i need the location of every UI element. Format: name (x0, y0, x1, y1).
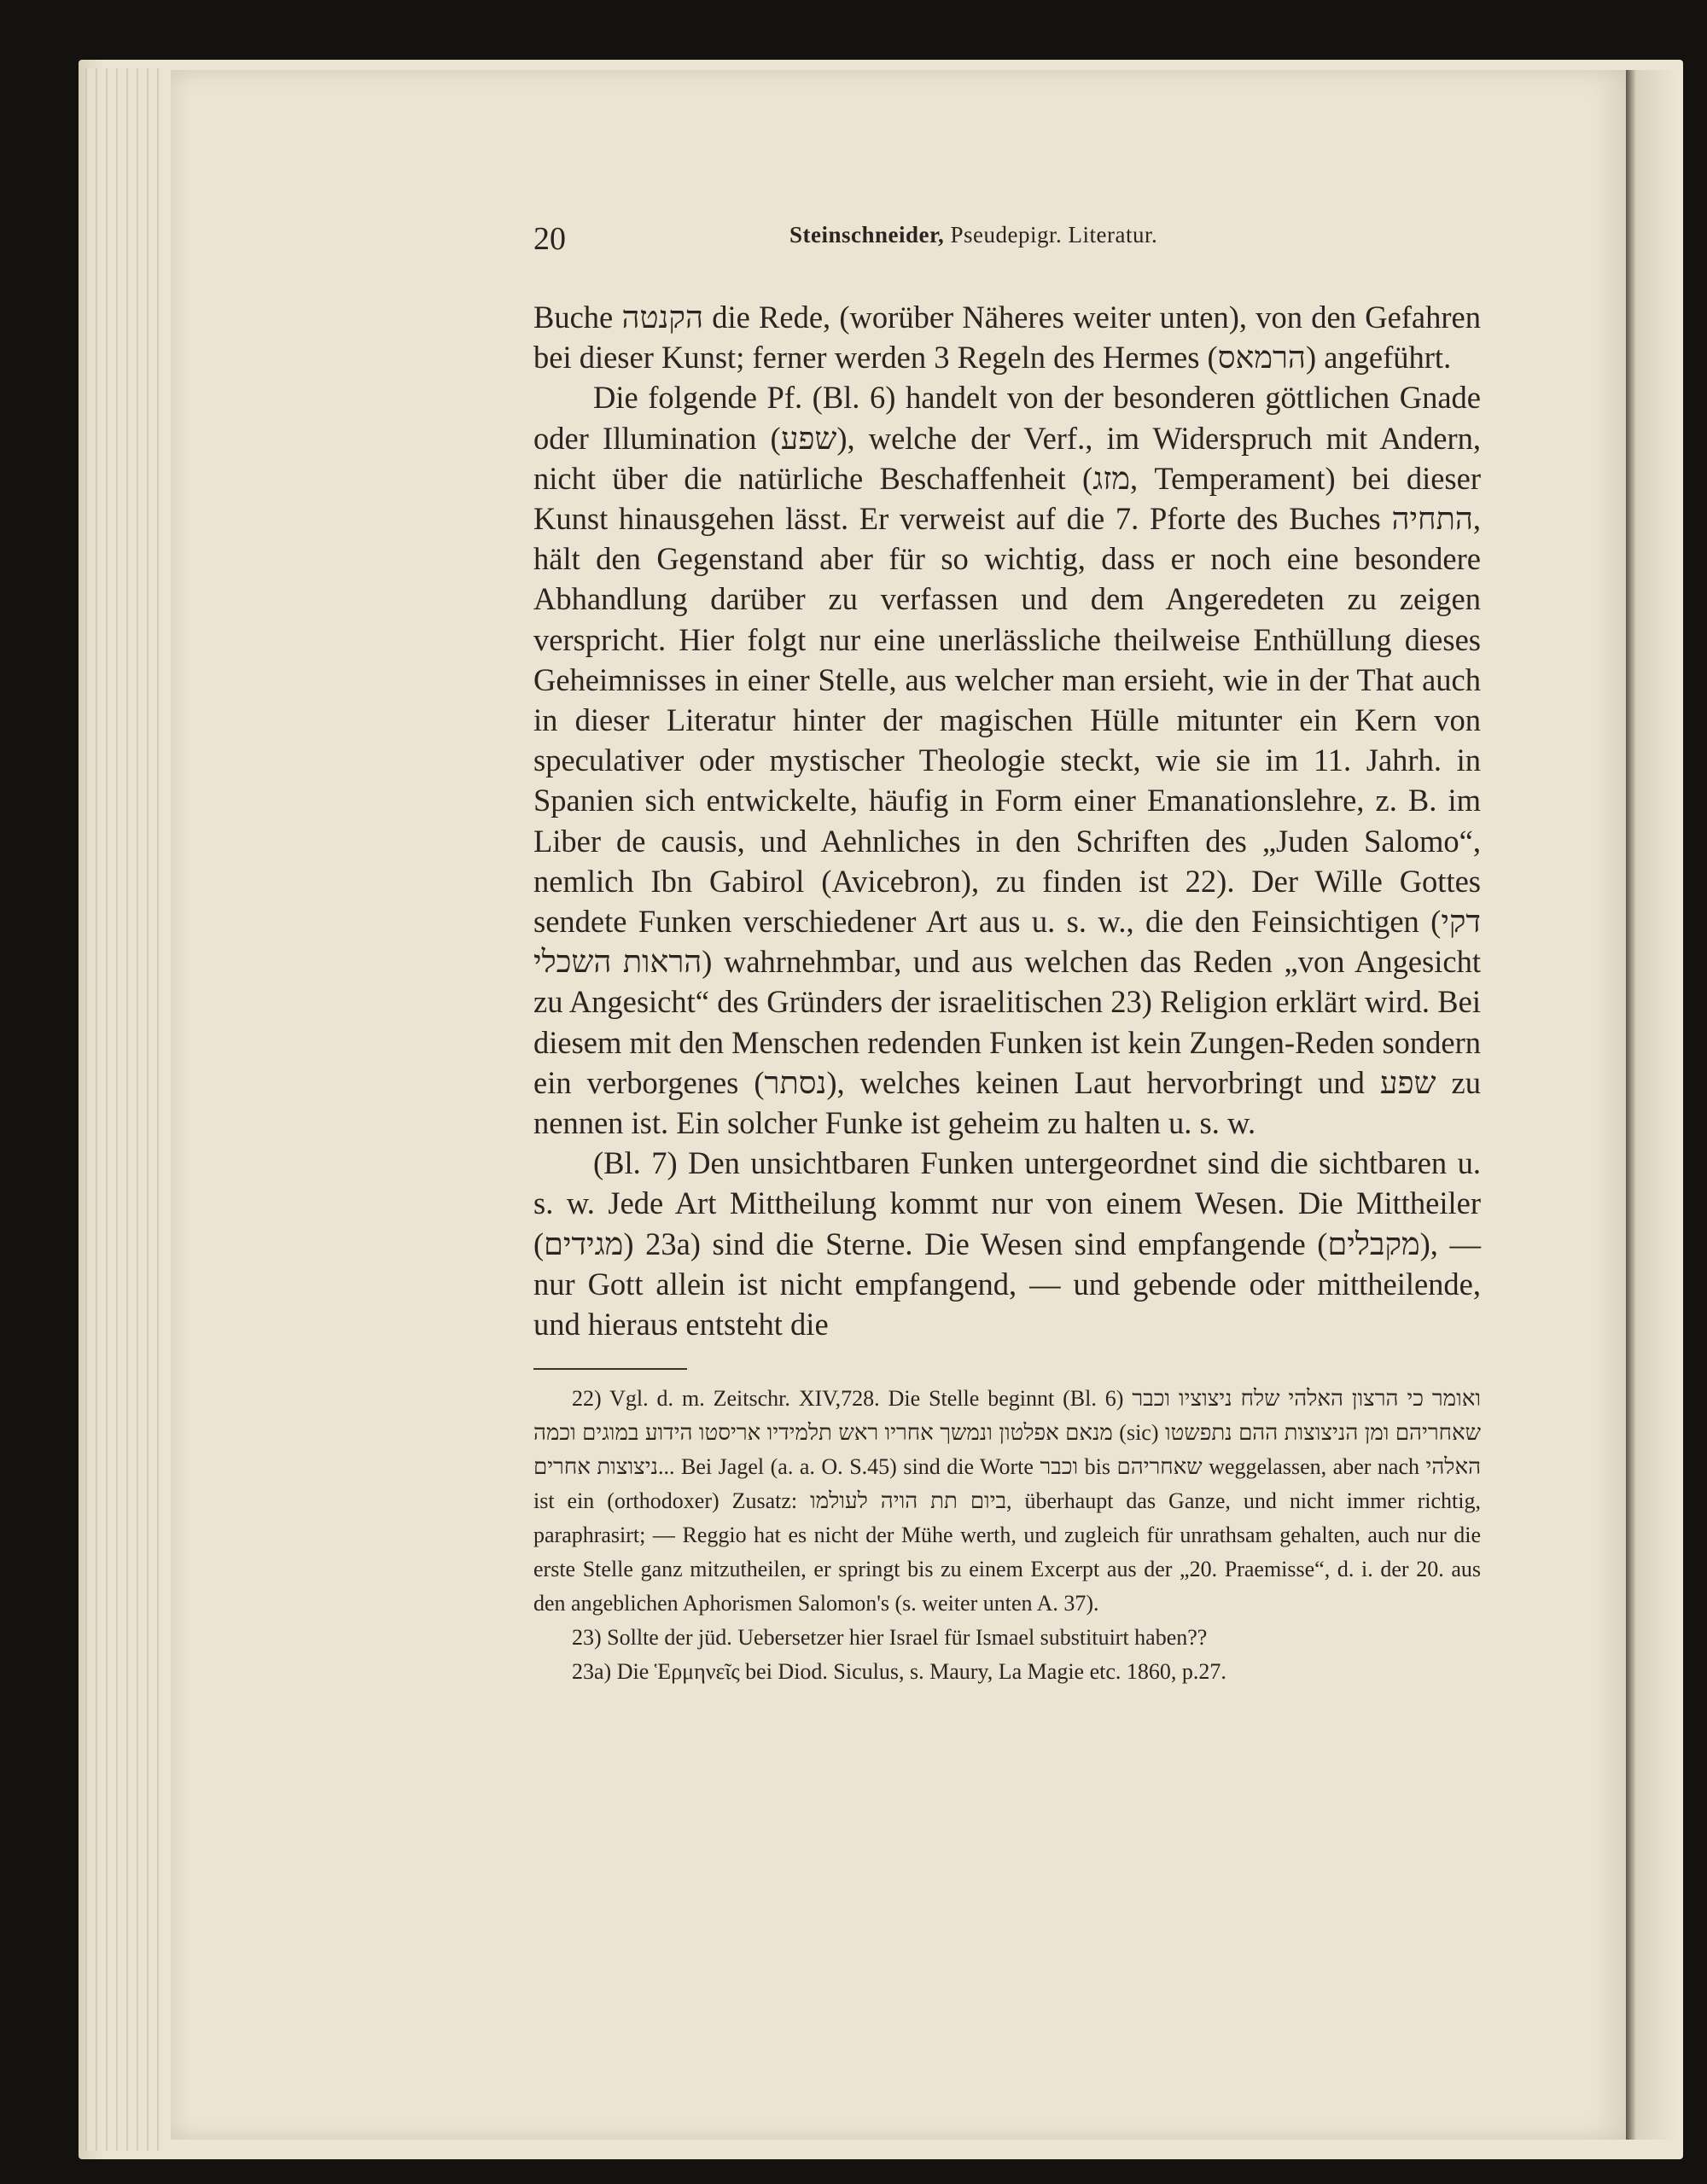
footnote-23: 23) Sollte der jüd. Uebersetzer hier Israel für Ismael substituirt haben?? (572, 1625, 1208, 1651)
footnote-22: 22) Vgl. d. m. Zeitschr. XIV,728. Die Stelle beginnt (Bl. 6) ואומר כי הרצון האלהי שלח ניצוציו וכבר מנאם אפלטון ונמשך אחריו ראש תלמידיו אריסטו הידוע במוגים וכמה (sic) שאחריהם ומן הניצוצות ההם נתפשטו ניצוצות אחרים... Bei Jagel (a. a. O. S.45) sind die Worte וכבר bis שאחריהם weggelassen, aber nach האלהי ist ein (orthodoxer) Zusatz: ביום תת הויה לעולמו, überhaupt das Ganze, und nicht immer richtig, paraphrasirt; — Reggio hat es nicht der Mühe werth, und zugleich für unrathsam gehalten, auch nur die erste Stelle ganz mitzutheilen, er springt bis zu einem Excerpt aus der „20. Praemisse“, d. i. der 20. aus den angeblichen Aphorismen Salomon's (s. weiter unten A. 37). (533, 1386, 1482, 1616)
text-block (533, 213, 1481, 1689)
running-head-title: Pseudepigr. Literatur. (950, 222, 1158, 248)
paragraph-3: (Bl. 7) Den unsichtbaren Funken untergeordnet sind die sichtbaren u. s. w. Jede Art Mittheilung kommt nur von einem Wesen. Die Mittheiler (מגידים) 23a) sind die Sterne. Die Wesen sind empfangende (מקבלים), — nur Gott allein ist nicht empfangend, — und gebende oder mittheilende, und hieraus entsteht die (533, 1145, 1482, 1342)
paragraph-2: Die folgende Pf. (Bl. 6) handelt von der besonderen göttlichen Gnade oder Illumination (שפע), welche der Verf., im Widerspruch mit Andern, nicht über die natürliche Beschaffenheit (מזג, Temperament) bei dieser Kunst hinausgehen lässt. Er verweist auf die 7. Pforte des Buches התחיה, hält den Gegenstand aber für so wichtig, dass er noch eine besondere Abhandlung darüber zu verfassen und dem Angeredeten zu zeigen verspricht. Hier folgt nur eine unerlässliche theilweise Enthüllung dieses Geheimnisses in einer Stelle, aus welcher man ersieht, wie in der That auch in dieser Literatur hinter der magischen Hülle mitunter ein Kern von speculativer oder mystischer Theologie steckt, wie sie im 11. Jahrh. in Spanien sich entwickelte, häufig in Form einer Emanationslehre, z. B. im Liber de causis, und Aehnliches in den Schriften des „Juden Salomo“, nemlich Ibn Gabirol (Avicebron), zu finden ist 22). Der Wille Gottes sendete Funken verschiedener Art aus u. s. w., die den Feinsichtigen (דקי הראות השכלי) wahrnehmbar, und aus welchen das Reden „von Angesicht zu Angesicht“ des Gründers der israelitischen 23) Religion erklärt wird. Bei diesem mit den Menschen redenden Funken ist kein Zungen-Reden sondern ein verborgenes (נסתר), welches keinen Laut hervorbringt und שפע zu nennen ist. Ein solcher Funke ist geheim zu halten u. s. w. (533, 380, 1481, 1141)
running-head-author: Steinschneider, (789, 222, 945, 248)
body-text (533, 297, 1481, 1344)
footnote-rule (533, 1368, 687, 1370)
page-edges (85, 68, 162, 2151)
footnote-23a: 23a) Die Ἑρμηνεῖς bei Diod. Siculus, s. Maury, La Magie etc. 1860, p.27. (572, 1659, 1226, 1685)
footnotes (533, 1382, 1481, 1689)
paragraph-1: Buche הקנטה die Rede, (worüber Näheres weiter unten), von den Gefahren bei dieser Kunst; ferner werden 3 Regeln des Hermes (הרמאס) angeführt. (533, 300, 1481, 376)
facing-page-edge (1626, 70, 1677, 2140)
page-header (533, 213, 1481, 265)
page-number: 20 (533, 221, 566, 257)
running-head (789, 222, 1157, 248)
